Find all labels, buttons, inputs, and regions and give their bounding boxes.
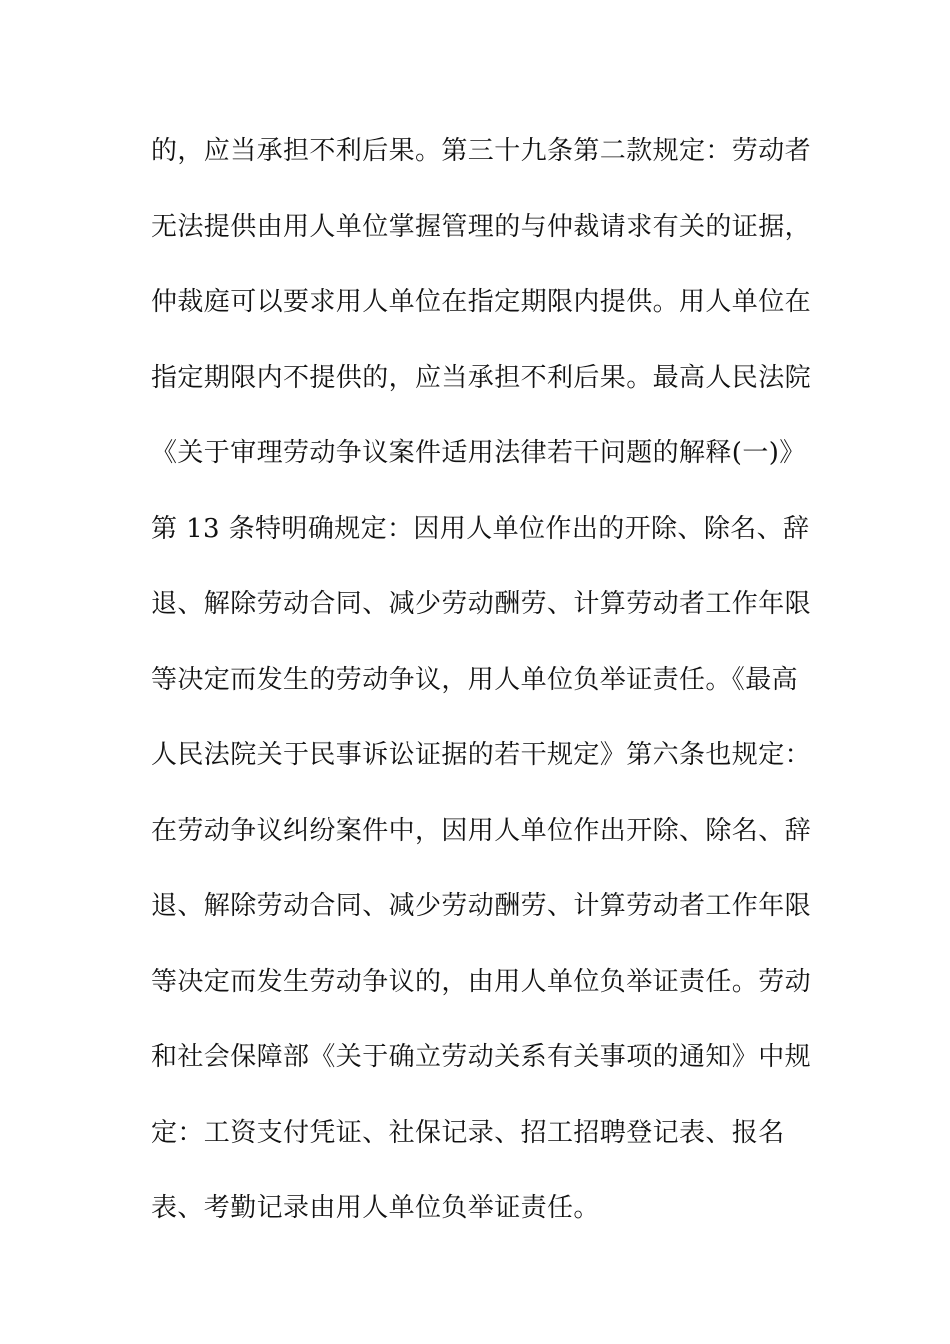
body-text — [151, 128, 811, 1261]
text-line: 退、解除劳动合同、减少劳动酬劳、计算劳动者工作年限 — [151, 589, 812, 619]
text-line: 无法提供由用人单位掌握管理的与仲裁请求有关的证据， — [151, 211, 812, 242]
text-line: 仲裁庭可以要求用人单位在指定期限内提供。用人单位在 — [151, 287, 812, 317]
text-line: 等决定而发生劳动争议的，由用人单位负举证责任。劳动 — [151, 966, 812, 997]
text-line: 指定期限内不提供的，应当承担不利后果。最高人民法院 — [151, 362, 812, 393]
text-line: 定：工资支付凭证、社保记录、招工招聘登记表、报名 — [151, 1117, 785, 1148]
text-line: 和社会保障部《关于确立劳动关系有关事项的通知》中规 — [151, 1042, 812, 1072]
text-line: 的，应当承担不利后果。第三十九条第二款规定：劳动者 — [151, 136, 812, 166]
text-line: 《关于审理劳动争议案件适用法律若干问题的解释(一)》 — [151, 438, 806, 468]
text-line: 第 13 条特明确规定：因用人单位作出的开除、除名、辞 — [151, 513, 810, 544]
text-line: 表、考勤记录由用人单位负举证责任。 — [151, 1193, 600, 1223]
text-line: 退、解除劳动合同、减少劳动酬劳、计算劳动者工作年限 — [151, 891, 812, 921]
text-line: 人民法院关于民事诉讼证据的若干规定》第六条也规定： — [151, 740, 812, 770]
text-line: 在劳动争议纠纷案件中，因用人单位作出开除、除名、辞 — [151, 815, 812, 846]
text-line: 等决定而发生的劳动争议，用人单位负举证责任。《最高 — [151, 664, 799, 695]
